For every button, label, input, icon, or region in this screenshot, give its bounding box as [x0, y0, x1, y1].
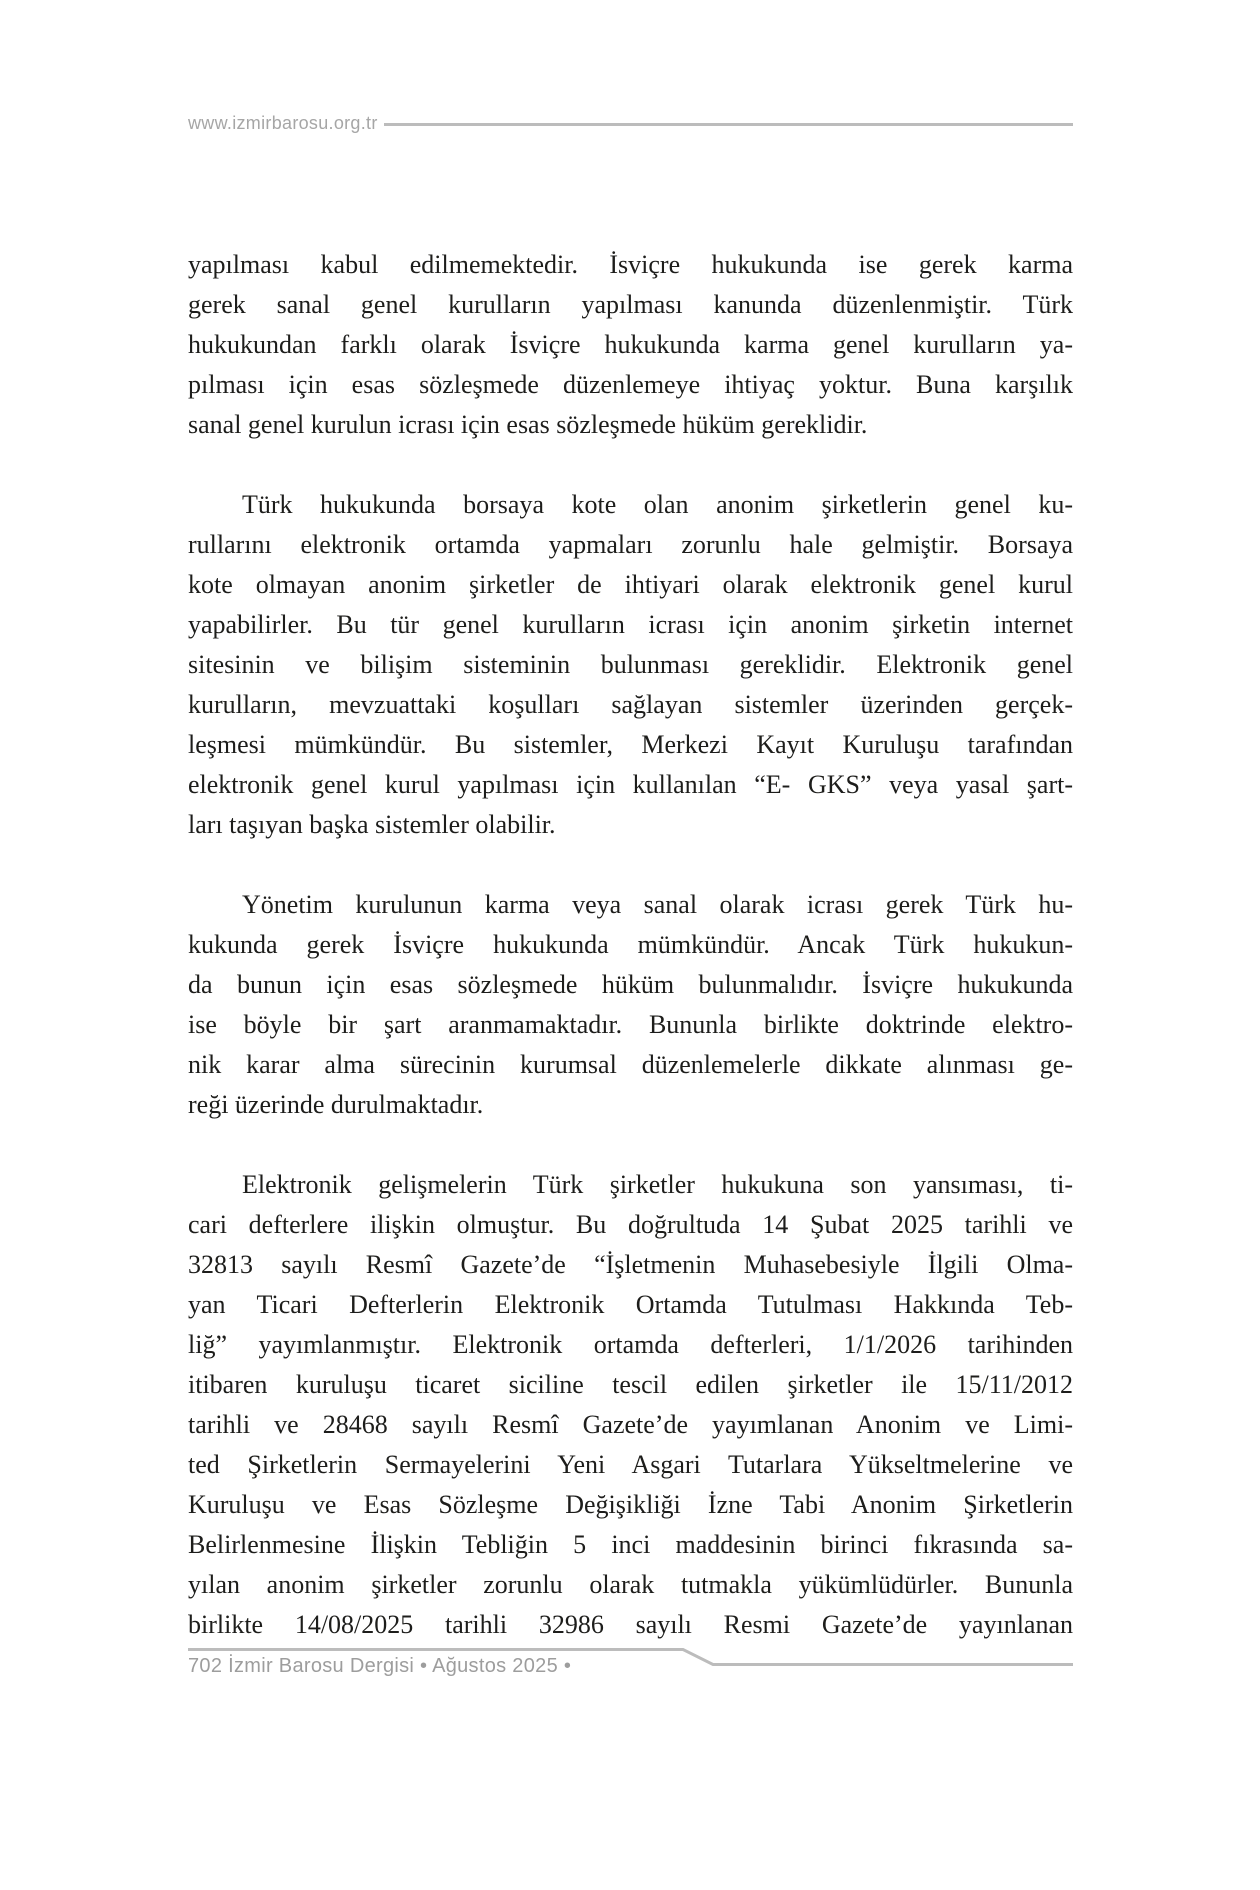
text-line: yapılması kabul edilmemektedir. İsviçre hukukunda ise gerek karma — [188, 250, 1073, 279]
text-line: reği üzerinde durulmaktadır. — [188, 1090, 484, 1119]
text-line: elektronik genel kurul yapılması için kullanılan “E- GKS” veya yasal şart- — [188, 770, 1073, 799]
header-website-url: www.izmirbarosu.org.tr — [188, 112, 378, 133]
paragraph — [188, 885, 1073, 1125]
text-line: kurulların, mevzuattaki koşulları sağlayan sistemler üzerinden gerçek- — [188, 690, 1073, 719]
text-line: kote olmayan anonim şirketler de ihtiyari olarak elektronik genel kurul — [188, 570, 1073, 599]
text-line: yapabilirler. Bu tür genel kurulların icrası için anonim şirketin internet — [188, 610, 1073, 639]
text-line: nik karar alma sürecinin kurumsal düzenlemelerle dikkate alınması ge- — [188, 1050, 1073, 1079]
text-line: rullarını elektronik ortamda yapmaları zorunlu hale gelmiştir. Borsaya — [188, 530, 1073, 559]
text-line: liğ” yayımlanmıştır. Elektronik ortamda defterleri, 1/1/2026 tarihinden — [188, 1330, 1073, 1359]
text-line: Belirlenmesine İlişkin Tebliğin 5 inci maddesinin birinci fıkrasında sa- — [188, 1530, 1073, 1559]
text-line: itibaren kuruluşu ticaret siciline tescil edilen şirketler ile 15/11/2012 — [188, 1370, 1073, 1399]
text-line: Türk hukukunda borsaya kote olan anonim şirketlerin genel ku- — [242, 490, 1073, 519]
text-line: ted Şirketlerin Sermayelerini Yeni Asgari Tutarlara Yükseltmelerine ve — [188, 1450, 1073, 1479]
text-line: Yönetim kurulunun karma veya sanal olarak icrası gerek Türk hu- — [242, 890, 1073, 919]
text-line: ise böyle bir şart aranmamaktadır. Bununla birlikte doktrinde elektro- — [188, 1010, 1073, 1039]
text-line: kukunda gerek İsviçre hukukunda mümkündür. Ancak Türk hukukun- — [188, 930, 1073, 959]
text-line: gerek sanal genel kurulların yapılması kanunda düzenlenmiştir. Türk — [188, 290, 1073, 319]
text-line: Elektronik gelişmelerin Türk şirketler hukukuna son yansıması, ti- — [242, 1170, 1073, 1199]
text-line: leşmesi mümkündür. Bu sistemler, Merkezi Kayıt Kuruluşu tarafından — [188, 730, 1073, 759]
document-body — [188, 245, 1073, 1685]
text-line: yan Ticari Defterlerin Elektronik Ortamda Tutulması Hakkında Teb- — [188, 1290, 1073, 1319]
paragraph — [188, 485, 1073, 845]
text-line: sitesinin ve bilişim sisteminin bulunması gereklidir. Elektronik genel — [188, 650, 1073, 679]
paragraph — [188, 1165, 1073, 1645]
page-header — [188, 112, 1073, 134]
text-line: cari defterlere ilişkin olmuştur. Bu doğrultuda 14 Şubat 2025 tarihli ve — [188, 1210, 1073, 1239]
header-rule — [384, 123, 1073, 126]
text-line: birlikte 14/08/2025 tarihli 32986 sayılı Resmi Gazete’de yayınlanan — [188, 1610, 1073, 1639]
footer-journal-info: 702 İzmir Barosu Dergisi • Ağustos 2025 • — [188, 1655, 572, 1677]
text-line: 32813 sayılı Resmî Gazete’de “İşletmenin Muhasebesiyle İlgili Olma- — [188, 1250, 1073, 1279]
text-line: tarihli ve 28468 sayılı Resmî Gazete’de yayımlanan Anonim ve Limi- — [188, 1410, 1073, 1439]
text-line: sanal genel kurulun icrası için esas sözleşmede hüküm gereklidir. — [188, 410, 868, 439]
text-line: pılması için esas sözleşmede düzenlemeye ihtiyaç yoktur. Buna karşılık — [188, 370, 1073, 399]
paragraph — [188, 245, 1073, 445]
text-line: yılan anonim şirketler zorunlu olarak tutmakla yükümlüdürler. Bununla — [188, 1570, 1073, 1599]
text-line: ları taşıyan başka sistemler olabilir. — [188, 810, 556, 839]
text-line: Kuruluşu ve Esas Sözleşme Değişikliği İzne Tabi Anonim Şirketlerin — [188, 1490, 1073, 1519]
text-line: da bunun için esas sözleşmede hüküm bulunmalıdır. İsviçre hukukunda — [188, 970, 1073, 999]
text-line: hukukundan farklı olarak İsviçre hukukunda karma genel kurulların ya- — [188, 330, 1073, 359]
